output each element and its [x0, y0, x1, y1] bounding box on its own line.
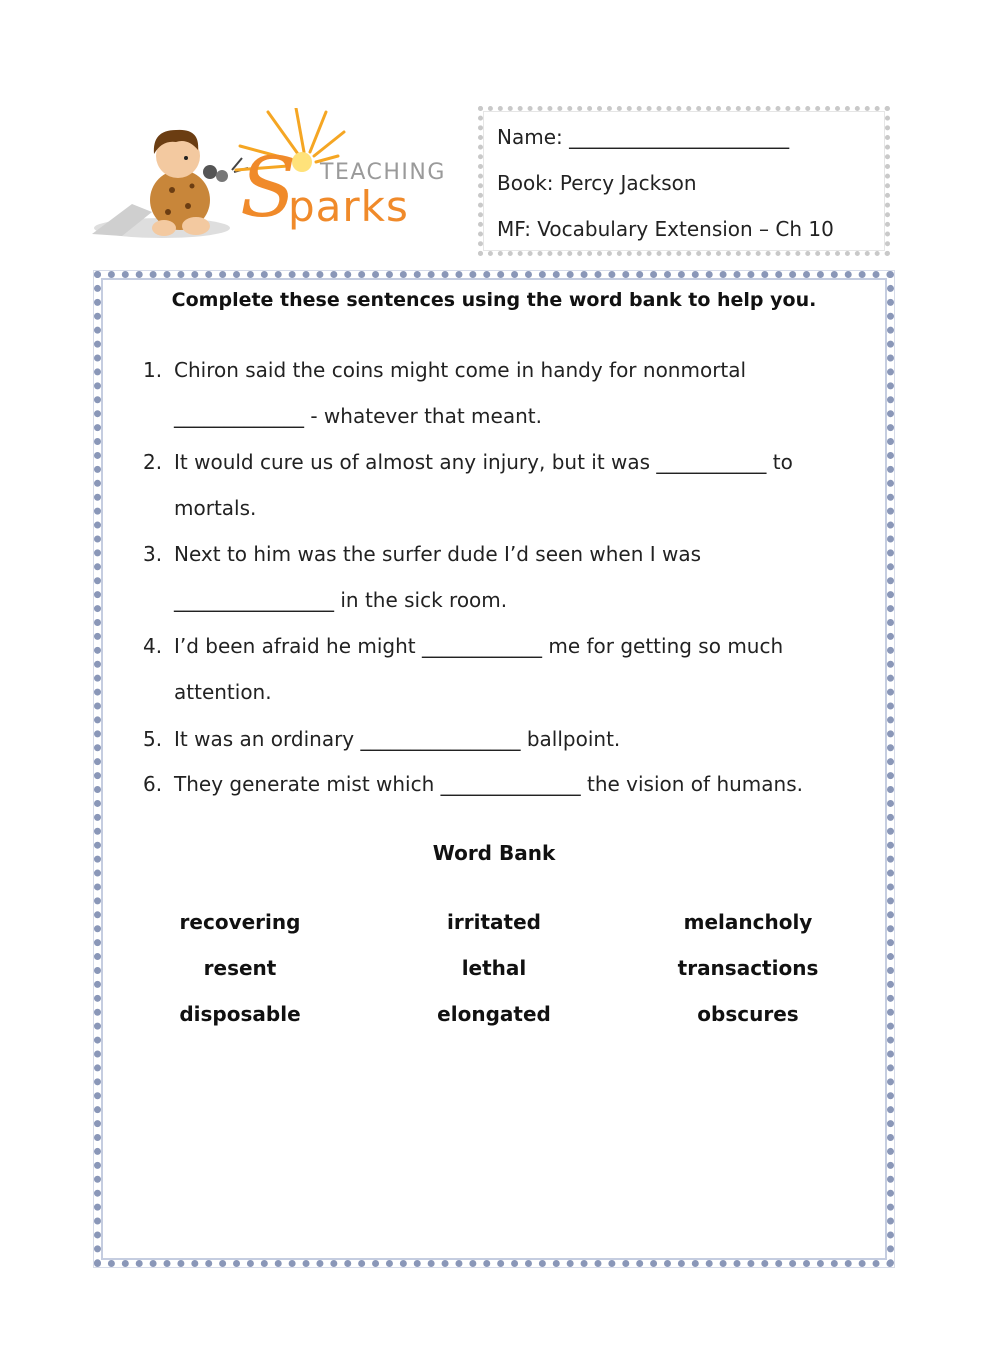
- question-6-line-1: They generate mist which ______________ the vision of humans.: [174, 772, 803, 796]
- activity-line: MF: Vocabulary Extension – Ch 10: [497, 217, 834, 241]
- word-bank-word: resent: [203, 956, 277, 980]
- logo-text-s: S: [240, 141, 297, 236]
- word-bank-word: melancholy: [683, 910, 813, 934]
- word-bank-title: Word Bank: [432, 841, 556, 865]
- question-2-number: 2.: [143, 450, 163, 474]
- question-3-number: 3.: [143, 542, 163, 566]
- logo-text-teaching: TEACHING: [320, 160, 446, 185]
- word-bank-word: disposable: [179, 1002, 301, 1026]
- question-4-line-1: I’d been afraid he might ____________ me for getting so much: [174, 634, 784, 658]
- question-1-line-2: _____________ - whatever that meant.: [174, 404, 542, 428]
- question-1-number: 1.: [143, 358, 163, 382]
- question-4-line-2: attention.: [174, 680, 272, 704]
- instructions: Complete these sentences using the word bank to help you.: [171, 289, 817, 311]
- word-bank-word: elongated: [437, 1002, 551, 1026]
- word-bank-word: obscures: [697, 1002, 799, 1026]
- question-4-number: 4.: [143, 634, 163, 658]
- book-line: Book: Percy Jackson: [497, 171, 697, 195]
- question-5-number: 5.: [143, 727, 163, 751]
- question-1-line-1: Chiron said the coins might come in handy for nonmortal: [174, 358, 747, 382]
- word-bank-word: recovering: [179, 910, 301, 934]
- name-line: Name: ______________________: [497, 125, 790, 149]
- question-3-line-1: Next to him was the surfer dude I’d seen when I was: [174, 542, 702, 566]
- word-bank-word: irritated: [447, 910, 541, 934]
- question-6-number: 6.: [143, 772, 163, 796]
- teaching-sparks-logo: [92, 108, 464, 258]
- word-bank-word: transactions: [677, 956, 819, 980]
- logo-text-parks: parks: [288, 182, 409, 231]
- question-2-line-1: It would cure us of almost any injury, but it was ___________ to: [174, 450, 793, 474]
- student-info-box: [478, 106, 890, 256]
- word-bank-word: lethal: [461, 956, 527, 980]
- question-2-line-2: mortals.: [174, 496, 257, 520]
- question-3-line-2: ________________ in the sick room.: [174, 588, 508, 612]
- question-5-line-1: It was an ordinary ________________ ballpoint.: [174, 727, 621, 751]
